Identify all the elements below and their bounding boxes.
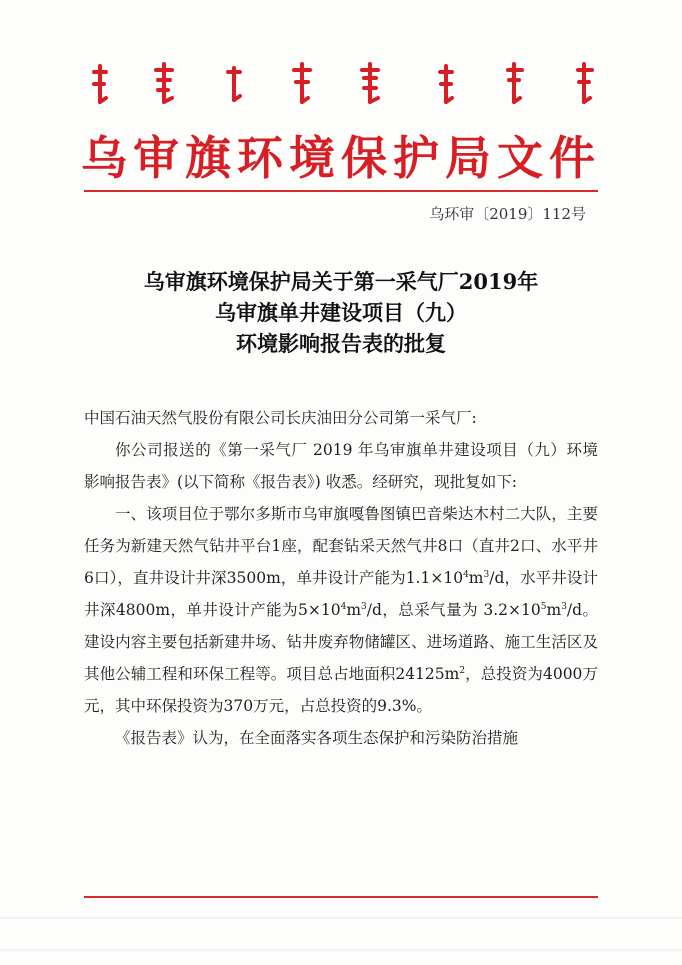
para2-unit-2: m xyxy=(346,601,362,619)
agency-document-title: 乌审旗环境保护局文件 xyxy=(81,131,601,185)
document-subject-title xyxy=(70,266,612,359)
body-paragraph-2 xyxy=(84,498,598,722)
document-body xyxy=(84,402,598,754)
mongol-word-7 xyxy=(508,64,522,102)
mongol-word-1 xyxy=(94,66,106,102)
para2-text-e: /d，总采气量为 3.2×10 xyxy=(366,601,541,619)
mongolian-script-header xyxy=(92,62,602,106)
superscript-3: 3 xyxy=(483,569,490,580)
para2-unit-1: m xyxy=(468,569,484,587)
superscript-3b: 3 xyxy=(361,601,367,612)
superscript-5: 5 xyxy=(540,601,547,612)
superscript-3c: 3 xyxy=(561,601,567,612)
mongol-word-4 xyxy=(294,64,310,102)
title-line-3: 环境影响报告表的批复 xyxy=(236,331,446,356)
para2-unit-3: m xyxy=(546,601,562,619)
mongol-word-8 xyxy=(578,64,592,102)
title-line-1: 乌审旗环境保护局关于第一采气厂2019年 xyxy=(143,269,539,294)
para2-text-h: ，总投资为4000万元，其中环保投资为370万元，占总投资的9.3%。 xyxy=(84,665,598,715)
mongol-word-6 xyxy=(440,66,452,102)
body-paragraph-3: 《报告表》认为，在全面落实各项生态保护和污染防治措施 xyxy=(115,729,519,747)
para2-text-g: /d。建设内容主要包括新建井场、钻井废弃物储罐区、进场道路、施工生活区及其他公辅工程和环保工程等。项目总占地面积24125m xyxy=(84,601,599,683)
title-line-2: 乌审旗单井建设项目（九） xyxy=(215,300,467,325)
mongol-word-3 xyxy=(228,68,240,100)
mongol-word-5 xyxy=(362,64,378,102)
mongol-word-2 xyxy=(156,64,172,102)
para2-text-a: 一、该项目位于鄂尔多斯市乌审旗嘎鲁图镇巴音柴达木村二大队，主要任务为新建天然气钻井平台1座，配套钻采天然气井8口（直井2口、水平井6口），直井设计井深3500m，单井设计产能为1.1×10 xyxy=(84,505,598,587)
para2-text-c: /d，水平井设计井深4800m，单井设计产能为5×10 xyxy=(84,569,598,619)
document-number: 乌环审〔2019〕112号 xyxy=(429,205,586,223)
superscript-4b: 4 xyxy=(340,601,347,612)
superscript-4: 4 xyxy=(463,569,469,580)
header-divider-line xyxy=(84,190,598,192)
superscript-2: 2 xyxy=(459,665,466,676)
footer-divider-line xyxy=(84,896,598,898)
body-paragraph-1: 你公司报送的《第一采气厂 2019 年乌审旗单井建设项目（九）环境影响报告表》(以下简称《报告表》) 收悉。经研究，现批复如下: xyxy=(84,441,598,491)
recipient-line: 中国石油天然气股份有限公司长庆油田分公司第一采气厂: xyxy=(84,409,477,427)
